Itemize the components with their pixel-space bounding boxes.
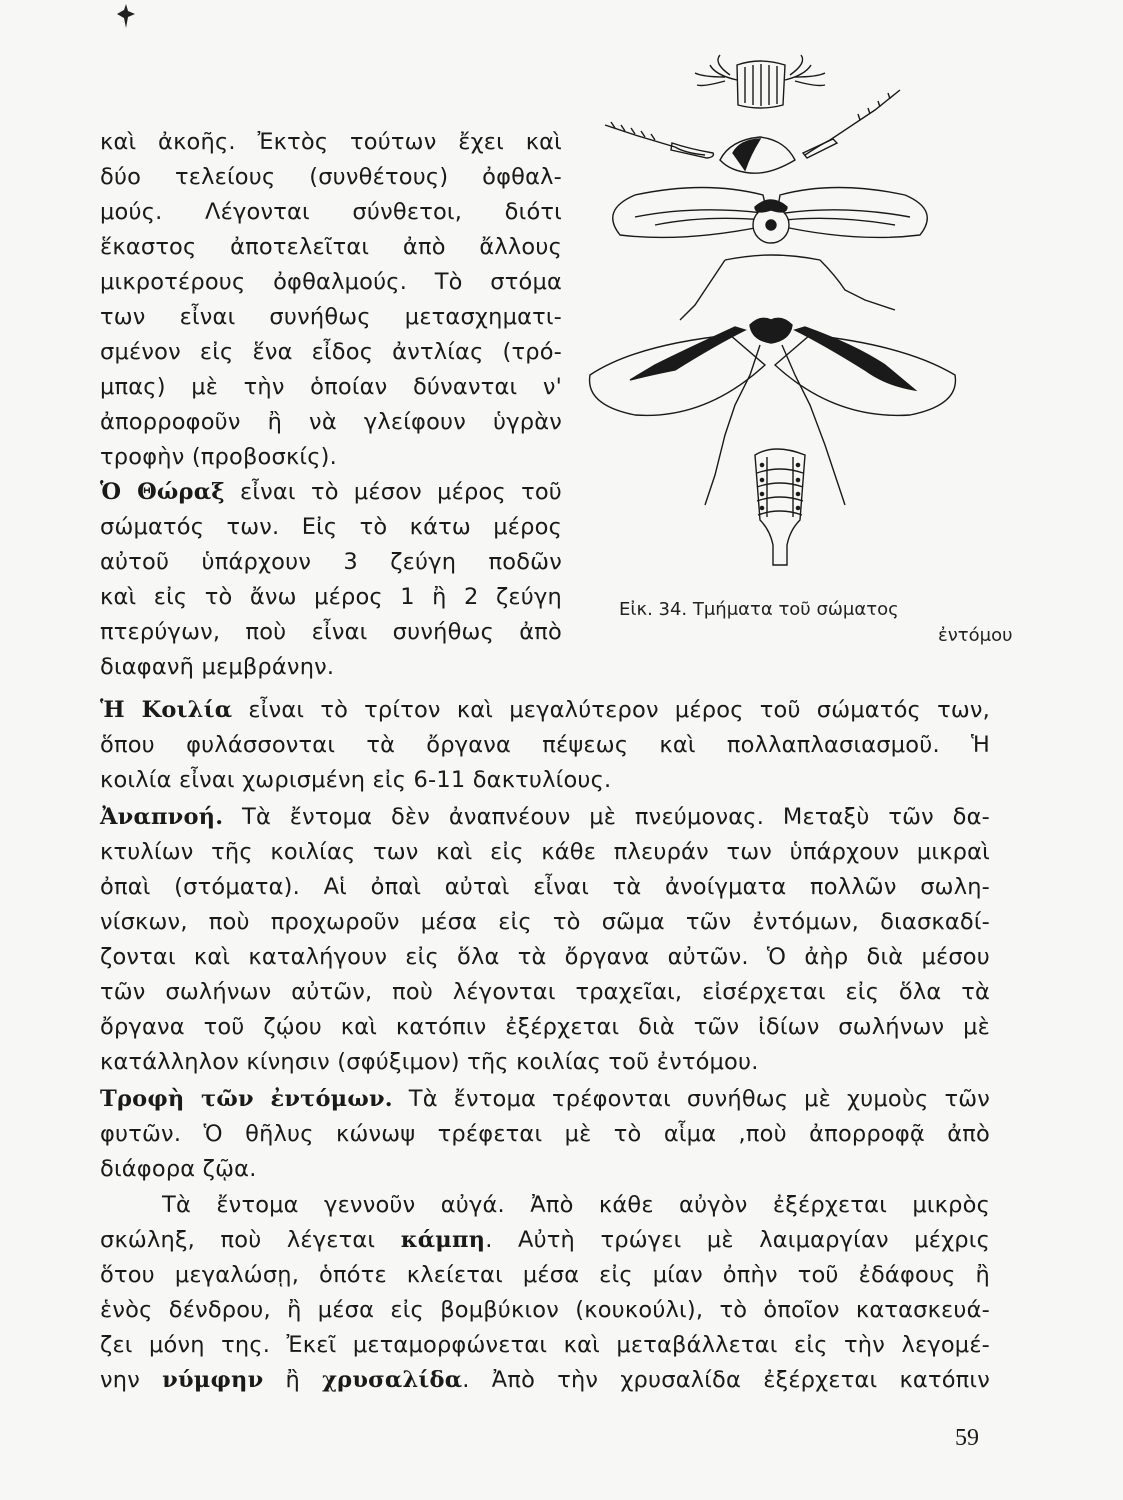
insect-body-parts-figure <box>575 45 1020 600</box>
text-line: κτυλίων τῆς κοιλίας των καὶ εἰς κάθε πλευράν των ὑπάρχουν μικραὶ <box>100 839 990 865</box>
term-nymfi: νύμφην <box>162 1367 264 1393</box>
text-line: τροφὴν (προβοσκίς). <box>100 444 337 470</box>
thorax-heading: Ὁ Θώραξ <box>100 479 225 505</box>
text-line: νίσκων, ποὺ προχωροῦν μέσα εἰς τὸ σῶμα τῶν ἐντόμων, διασκαδί- <box>100 909 990 935</box>
respiration-paragraph-first-line: Ἀναπνοή. Τὰ ἔντομα δὲν ἀναπνέουν μὲ πνεύμονας. Μεταξὺ τῶν δα- <box>100 804 990 830</box>
text-line: των εἶναι συνήθως μετασχηματι- <box>100 304 562 330</box>
abdomen-paragraph-first-line: Ἡ Κοιλία εἶναι τὸ τρίτον καὶ μεγαλύτερον μέρος τοῦ σώματός των, <box>100 697 990 723</box>
text-line: μπας) μὲ τὴν ὁποίαν δύνανται ν' <box>100 374 562 400</box>
text-line: πτερύγων, ποὺ εἶναι συνήθως ἀπὸ <box>100 619 562 645</box>
thorax-paragraph-first-line: Ὁ Θώραξ εἶναι τὸ μέσον μέρος τοῦ <box>100 479 563 505</box>
nutrition-heading: Τροφὴ τῶν ἐντόμων. <box>100 1086 393 1112</box>
term-chrysalida: χρυσαλίδα <box>322 1367 463 1393</box>
text-line: ἕκαστος ἀποτελεῖται ἀπὸ ἄλλους <box>100 234 562 260</box>
text-line: κοιλία εἶναι χωρισμένη εἰς 6-11 δακτυλίους. <box>100 767 612 793</box>
text-line: ὀπαὶ (στόματα). Αἱ ὀπαὶ αὐταὶ εἶναι τὰ ἀνοίγματα πολλῶν σωλη- <box>100 874 990 900</box>
text-line: ζονται καὶ καταλήγουν εἰς ὅλα τὰ ὄργανα αὐτῶν. Ὁ ἀὴρ διὰ μέσου <box>100 944 990 970</box>
head-front-icon <box>695 55 825 108</box>
text-line: ὅπου φυλάσσονται τὰ ὄργανα πέψεως καὶ πολλαπλασιασμοῦ. Ἡ <box>100 732 990 758</box>
text-line: σώματός των. Εἰς τὸ κάτω μέρος <box>100 514 562 540</box>
respiration-heading: Ἀναπνοή. <box>100 804 224 830</box>
text-line: ζει μόνη της. Ἐκεῖ μεταμορφώνεται καὶ μεταβάλλεται εἰς τὴν λεγομέ- <box>100 1332 990 1358</box>
text-line: φυτῶν. Ὁ θῆλυς κώνωψ τρέφεται μὲ τὸ αἷμα ,ποὺ ἀπορροφᾷ ἀπὸ <box>100 1121 990 1147</box>
text-line: ἑνὸς δένδρου, ἢ μέσα εἰς βομβύκιον (κουκούλι), τὸ ὁποῖον κατασκευά- <box>100 1297 990 1323</box>
text-line: μούς. Λέγονται σύνθετοι, διότι <box>100 199 562 225</box>
text-line: σκώληξ, ποὺ λέγεται κάμπη. Αὐτὴ τρώγει μὲ λαιμαργίαν μέχρις <box>100 1227 990 1253</box>
text-line: τῶν σωλήνων αὐτῶν, ποὺ λέγονται τραχεῖαι, εἰσέρχεται εἰς ὅλα τὰ <box>100 979 990 1005</box>
text-line: διάφορα ζῷα. <box>100 1156 257 1182</box>
nutrition-paragraph-first-line: Τροφὴ τῶν ἐντόμων. Τὰ ἔντομα τρέφονται συνήθως μὲ χυμοὺς τῶν <box>100 1086 990 1112</box>
text-line: δύο τελείους (συνθέτους) ὀφθαλ- <box>100 164 562 190</box>
figure-caption-line-2: ἐντόμου <box>938 625 1013 646</box>
forewings-thorax-icon <box>613 188 928 321</box>
abdomen-icon <box>755 449 805 565</box>
text-line: κατάλληλον κίνησιν (σφύξιμον) τῆς κοιλίας τοῦ ἐντόμου. <box>100 1049 759 1075</box>
abdomen-heading: Ἡ Κοιλία <box>100 697 233 723</box>
text-line: καὶ ἀκοῆς. Ἐκτὸς τούτων ἔχει καὶ <box>100 129 562 155</box>
figure-caption-line-1: Εἰκ. 34. Τμήματα τοῦ σώματος <box>619 599 899 620</box>
text-line: αὐτοῦ ὑπάρχουν 3 ζεύγη ποδῶν <box>100 549 562 575</box>
page-number: 59 <box>955 1425 979 1451</box>
text-line: ὄργανα τοῦ ζῴου καὶ κατόπιν ἐξέρχεται διὰ τῶν ἰδίων σωλήνων μὲ <box>100 1014 990 1040</box>
text-line: διαφανῆ μεμβράνην. <box>100 654 335 680</box>
text-line: Τὰ ἔντομα γεννοῦν αὐγά. Ἀπὸ κάθε αὐγὸν ἐξέρχεται μικρὸς <box>162 1192 990 1218</box>
text-line: ὅτου μεγαλώσῃ, ὁπότε κλείεται μέσα εἰς μίαν ὀπὴν τοῦ ἐδάφους ἢ <box>100 1262 990 1288</box>
term-kampi: κάμπη <box>400 1227 486 1253</box>
text-line: μικροτέρους ὀφθαλμούς. Τὸ στόμα <box>100 269 562 295</box>
text-line: νην νύμφην ἢ χρυσαλίδα. Ἀπὸ τὴν χρυσαλίδα ἐξέρχεται κατόπιν <box>100 1367 990 1393</box>
printer-ornament-icon <box>115 4 137 28</box>
text-line: καὶ εἰς τὸ ἄνω μέρος 1 ἢ 2 ζεύγη <box>100 584 562 610</box>
text-line: ἀπορροφοῦν ἢ νὰ γλείφουν ὑγρὰν <box>100 409 562 435</box>
text-line: σμένον εἰς ἕνα εἶδος ἀντλίας (τρό- <box>100 339 562 365</box>
